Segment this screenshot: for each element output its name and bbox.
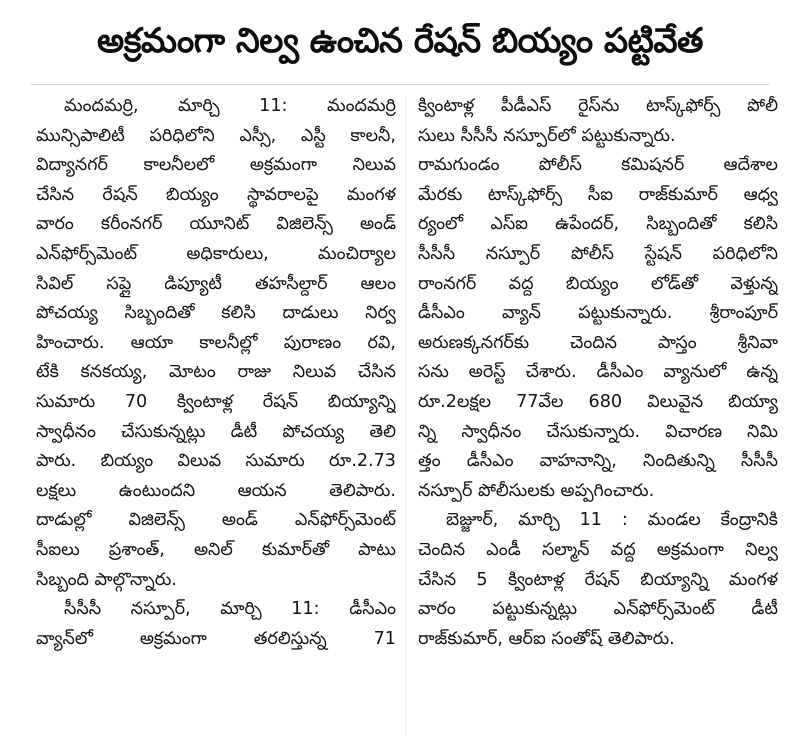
column-line: త్తం డీసీఎం వాహనాన్ని, నిందితున్ని సీసీసీ — [418, 451, 778, 472]
column-line: మందమర్రి, మార్చి 11: మందమర్రి — [64, 96, 396, 116]
column-line: పారు. బియ్యం విలువ సుమారు రూ.2.73 — [36, 451, 396, 472]
column-line: రాజ్‌కుమార్, ఆర్ఐ సంతోష్ తెలిపారు. — [418, 628, 675, 649]
column-line: డీసీఎం వ్యాన్ పట్టుకున్నారు. శ్రీరాంపూర్ — [418, 303, 778, 324]
column-line: హించారు. ఆయా కాలనీల్లో పురాణం రవి, — [36, 332, 396, 353]
column-line: క్వింటాళ్ల పీడీఎస్ రైస్‌ను టాస్క్‌ఫోర్స్ పోలీ — [418, 96, 778, 116]
column-line: సను అరెస్ట్ చేశారు. డీసీఎం వ్యానులో ఉన్న — [418, 362, 778, 383]
column-line: సీసీసీ నస్పూర్, మార్చి 11: డీసీఎం — [64, 599, 396, 620]
column-line: మున్సిపాలిటీ పరిధిలోని ఎస్సీ, ఎస్టీ కాలనీ, — [36, 125, 396, 146]
column-line: సివిల్ సప్లై డిప్యూటీ తహసీల్దార్ ఆలం — [36, 273, 396, 294]
column-line: ర్యంలో ఎస్ఐ ఉపేందర్, సిబ్బందితో కలిసి — [418, 214, 778, 235]
column-line: విద్యానగర్ కాలనీలలో అక్రమంగా నిలువ — [36, 155, 396, 176]
column-line: చేసిన రేషన్ బియ్యం స్థావరాలపై మంగళ — [36, 184, 396, 205]
column-line: మేరకు టాస్క్‌ఫోర్స్ సీఐ రాజ్‌కుమార్ ఆధ్వ — [418, 184, 778, 205]
column-line: రూ.2లక్షల 77వేల 680 విలువైన బియ్యా — [418, 391, 778, 412]
column-divider — [405, 96, 406, 736]
column-line: సులు సీసీసీ నస్పూర్‌లో పట్టుకున్నారు. — [418, 125, 676, 146]
column-line: టేకి కనకయ్య, మోటం రాజు నిలువ చేసిన — [36, 362, 396, 383]
column-line: లక్షలు ఉంటుందని ఆయన తెలిపారు. — [36, 480, 396, 501]
column-line: వారం కరీంనగర్ యూనిట్ విజిలెన్స్ అండ్ — [36, 214, 396, 235]
column-line: సిబ్బంది పాల్గొన్నారు. — [36, 569, 177, 590]
headline: అక్రమంగా నిల్వ ఉంచిన రేషన్ బియ్యం పట్టివేత — [97, 21, 703, 61]
column-line: దాడుల్లో విజిలెన్స్ అండ్ ఎన్‌ఫోర్స్‌మెంట్ — [36, 510, 396, 531]
column-line: బెజ్జూర్, మార్చి 11 : మండల కేంద్రానికి — [446, 510, 778, 531]
column-line: వారం పట్టుకున్నట్లు ఎన్‌ఫోర్స్‌మెంట్ డీటీ — [418, 599, 778, 620]
column-line: న్ని స్వాధీనం చేసుకున్నారు. విచారణ నిమి — [418, 421, 778, 442]
column-line: సుమారు 70 క్వింటాళ్ల రేషన్ బియ్యాన్ని — [36, 391, 396, 412]
column-line: చేసిన 5 క్వింటాళ్ల రేషన్ బియ్యాన్ని మంగళ — [418, 569, 778, 590]
column-line: స్వాధీనం చేసుకున్నట్లు డీటీ పోచయ్య తెలి — [36, 421, 396, 442]
column-line: ఎన్‌ఫోర్స్‌మెంట్ అధికారులు, మంచిర్యాల — [36, 243, 396, 264]
column-line: రామగుండం పోలీస్ కమిషనర్ ఆదేశాల — [418, 155, 778, 176]
article-column-left — [36, 92, 396, 654]
column-line: అరుణక్కనగర్‌కు చెందిన పాస్తం శ్రీనివా — [418, 332, 778, 353]
column-line: పోచయ్య సిబ్బందితో కలిసి దాడులు నిర్వ — [36, 303, 396, 324]
column-line: రాంనగర్ వద్ద బియ్యం లోడ్‌తో వెళ్తున్న — [418, 273, 778, 294]
column-line: చెందిన ఎండీ సల్మాన్ వద్ద అక్రమంగా నిల్వ — [418, 539, 778, 560]
column-line: వ్యాన్‌లో అక్రమంగా తరలిస్తున్న 71 — [36, 628, 396, 649]
headline-rule — [30, 84, 770, 85]
column-line: నస్పూర్ పోలీసులకు అప్పగించారు. — [418, 480, 655, 501]
column-line: సీసీసీ నస్పూర్ పోలీస్ స్టేషన్ పరిధిలోని — [418, 243, 778, 264]
article-column-right — [418, 92, 778, 654]
column-line: సీఐలు ప్రశాంత్, అనిల్ కుమార్‌తో పాటు — [36, 539, 396, 560]
